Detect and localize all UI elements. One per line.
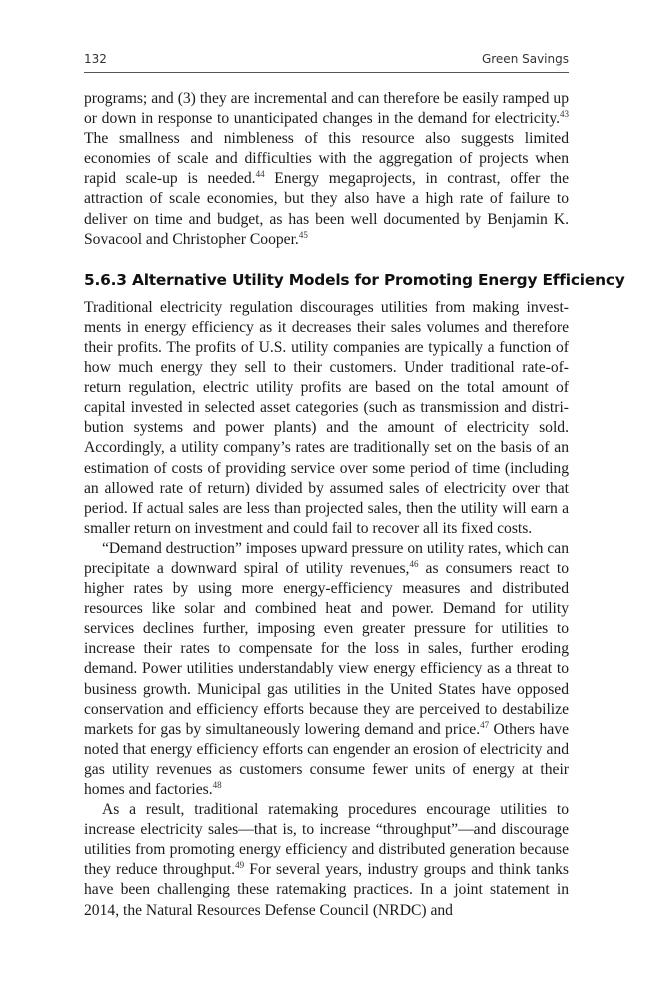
footnote-ref: 47 [480,719,490,730]
text-run: “Demand destruction” imposes upward pressure on utility rates, which can precipitate a downward spiral of utility revenues, [84,539,569,577]
text-run: For several years, industry groups and think tanks have been challenging these ratemaking practices. In a joint statement in 2014, the Natural Resources Defense Council (NRDC) and [84,861,570,919]
footnote-ref: 48 [212,779,222,790]
paragraph [84,800,569,921]
text-run: Energy megaprojects, in contrast, offer the attraction of scale economies, but they also have a high rate of failure to deliver on time and budget, as has been well documented by Benjamin K. Sovacool and Christopher Cooper. [84,170,570,248]
paragraph-continued [84,89,569,250]
text-run: programs; and (3) they are incremental and can therefore be easily ramped up or down in response to unanticipated changes in the demand for electricity. [84,90,569,128]
header-rule [84,72,569,73]
footnote-ref: 46 [409,558,419,569]
footnote-ref: 44 [255,169,265,180]
text-run: as consumers react to higher rates by using more energy-efficiency measures and distributed resources like solar and combined heat and power. Demand for utility services declines further, imposing even greater pressure for utilities to increase their rates to compensate for the loss in sales, further eroding demand. Power utilities understandably view energy efficiency as a threat to business growth. Municipal gas utilities in the United States have opposed conservation and efficiency efforts because they are perceived to destabilize markets for gas by simultaneously lowering demand and price. [84,559,569,738]
page-number: 132 [84,52,107,66]
text-run: Traditional electricity regulation discourages utilities from making investments in energy efficiency as it decreases their sales volumes and therefore their profits. The profits of U.S. utility companies are typically a function of how much energy they sell to their customers. Under traditional rate-of-return regulation, electric utility profits are based on the total amount of capital invested in selected asset categories (such as transmission and distribution systems and power plants) and the amount of electricity sold. Accordingly, a utility company’s rates are traditionally set on the basis of an estimation of costs of providing service over some period of time (including an allowed rate of return) divided by assumed sales of electricity over that period. If actual sales are less than projected sales, then the utility will earn a smaller return on investment and could fail to recover all its fixed costs. [84,298,569,537]
section-heading: 5.6.3 Alternative Utility Models for Promoting Energy Efficiency [84,270,625,289]
text-run: The smallness and nimbleness of this resource also suggests limited economies of scale and difficulties with the aggregation of projects when rapid scale-up is needed. [84,130,569,188]
body-text [84,89,625,921]
running-title: Green Savings [481,52,569,66]
text-run: As a result, traditional ratemaking procedures encourage utilities to increase electricity sales—that is, to increase “throughput”—and discourage utilities from promoting energy efficiency and distributed generation because they reduce throughput. [84,801,569,879]
footnote-ref: 43 [560,108,569,119]
footnote-ref: 45 [298,229,308,240]
footnote-ref: 49 [235,860,245,871]
running-head [84,52,569,66]
text-run: Others have noted that energy efficiency efforts can engender an erosion of electricity and gas utility revenues as customers consume fewer units of energy at their homes and factories. [84,720,569,798]
paragraph [84,539,569,800]
paragraph [84,298,569,539]
